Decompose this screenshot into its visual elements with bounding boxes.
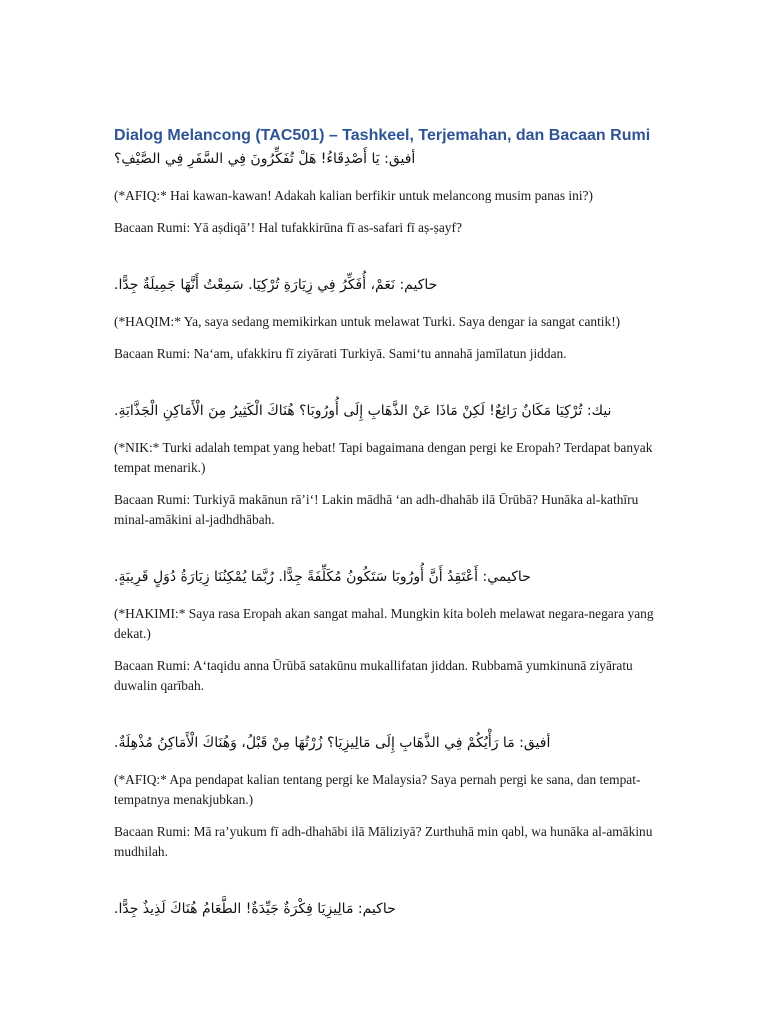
dialogue-block <box>114 898 654 920</box>
translation-text: (*AFIQ:* Hai kawan-kawan! Adakah kalian berfikir untuk melancong musim panas ini?) <box>114 188 593 203</box>
translation-text: (*HAKIMI:* Saya rasa Eropah akan sangat mahal. Mungkin kita boleh melawat negara-negara yang dekat.) <box>114 606 654 641</box>
dialogue-block <box>114 148 654 238</box>
document-body <box>114 126 654 920</box>
dialogue-block <box>114 274 654 364</box>
translation-text: (*NIK:* Turki adalah tempat yang hebat! Tapi bagaimana dengan pergi ke Eropah? Terdapat banyak tempat menarik.) <box>114 440 653 475</box>
arabic-line: حاكيم: مَالِيزِيَا فِكْرَةٌ جَيِّدَةٌ! الطَّعَامُ هُنَاكَ لَذِيذٌ جِدًّا. <box>114 901 396 917</box>
arabic-line: حاكيمي: أَعْتَقِدُ أَنَّ أُورُوبَا سَتَكُونُ مُكَلِّفَةً جِدًّا. رُبَّمَا يُمْكِنُنَا زِيَارَةُ دُوَلٍ قَرِيبَةٍ. <box>114 569 531 585</box>
arabic-line: نيك: تُرْكِيَا مَكَانٌ رَائِعٌ! لَكِنْ مَاذَا عَنْ الذَّهَابِ إِلَى أُورُوبَا؟ هُنَاكَ الْكَثِيرُ مِنَ الْأَمَاكِنِ الْجَذَّابَةِ. <box>114 403 612 419</box>
rumi-text: Bacaan Rumi: Yā aṣdiqā’! Hal tufakkirūna fī as-safari fī aṣ-ṣayf? <box>114 220 462 235</box>
rumi-text: Bacaan Rumi: Turkiyā makānun rā’i‘! Lakin mādhā ‘an adh-dhahāb ilā Ūrūbā? Hunāka al-kathīru minal-amākini al-jadhdhābah. <box>114 492 639 527</box>
rumi-text: Bacaan Rumi: Mā ra’yukum fī adh-dhahābi ilā Māliziyā? Zurthuhā min qabl, wa hunāka al-amākinu mudhilah. <box>114 824 653 859</box>
rumi-text: Bacaan Rumi: Na‘am, ufakkiru fī ziyārati Turkiyā. Sami‘tu annahā jamīlatun jiddan. <box>114 346 567 361</box>
arabic-line: أفيق: يَا أَصْدِقَاءُ! هَلْ تُفَكِّرُونَ فِي السَّفَرِ فِي الصَّيْفِ؟ <box>114 151 416 167</box>
arabic-line: أفيق: مَا رَأْيُكُمْ فِي الذَّهَابِ إِلَى مَالِيزِيَا؟ زُرْتُهَا مِنْ قَبْلُ، وَهُنَاكَ الْأَمَاكِنُ مُذْهِلَةٌ. <box>114 735 551 751</box>
dialogue-block <box>114 732 654 862</box>
dialogue-block <box>114 400 654 530</box>
dialogue-block <box>114 566 654 696</box>
translation-text: (*AFIQ:* Apa pendapat kalian tentang pergi ke Malaysia? Saya pernah pergi ke sana, dan tempat-tempatnya menakjubkan.) <box>114 772 641 807</box>
rumi-text: Bacaan Rumi: A‘taqidu anna Ūrūbā satakūnu mukallifatan jiddan. Rubbamā yumkinunā ziyāratu duwalin qarībah. <box>114 658 633 693</box>
arabic-line: حاكيم: نَعَمْ، أُفَكِّرُ فِي زِيَارَةِ تُرْكِيَا. سَمِعْتُ أَنَّهَا جَمِيلَةٌ جِدًّا. <box>114 277 438 293</box>
document-title: Dialog Melancong (TAC501) – Tashkeel, Terjemahan, dan Bacaan Rumi <box>114 127 651 144</box>
translation-text: (*HAQIM:* Ya, saya sedang memikirkan untuk melawat Turki. Saya dengar ia sangat cantik!) <box>114 314 621 329</box>
